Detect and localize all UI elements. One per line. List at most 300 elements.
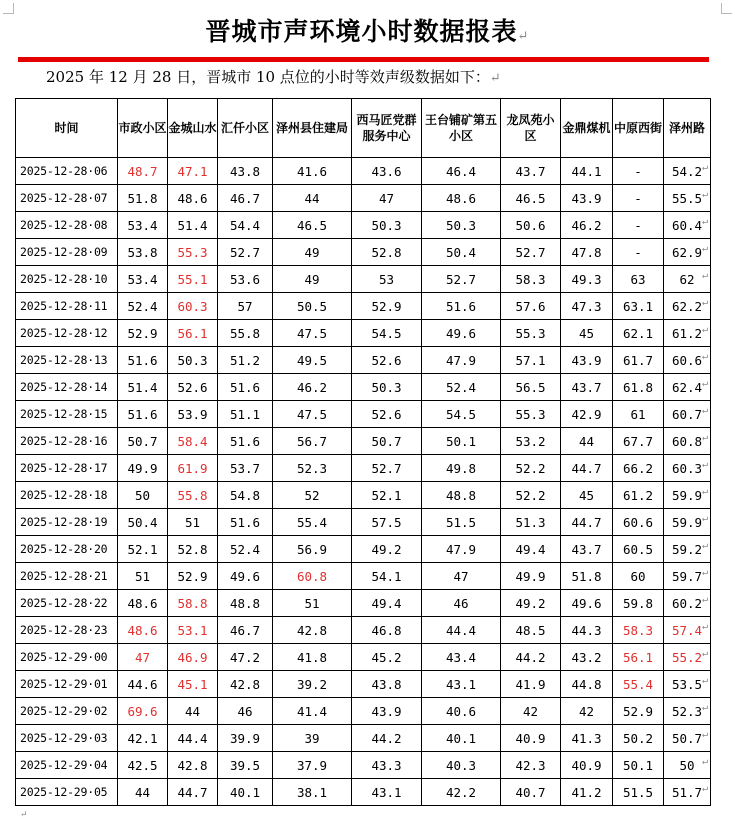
value-text: 50.7 (127, 433, 158, 449)
time-cell: 2025-12-28·11 (16, 293, 118, 320)
value-cell (501, 374, 561, 401)
table-row (16, 320, 711, 347)
value-cell (613, 698, 664, 725)
value-text: 54.4 (229, 217, 261, 233)
value-cell (118, 401, 168, 428)
value-cell (168, 698, 218, 725)
value-text: 52.9 (127, 325, 158, 341)
value-cell (118, 293, 168, 320)
row-end-mark-icon: ↵ (701, 270, 708, 281)
time-cell: 2025-12-28·22 (16, 590, 118, 617)
value-text: 55.3 (515, 325, 546, 341)
row-end-mark-icon: ↵ (701, 432, 708, 443)
row-end-mark-icon: ↵ (701, 297, 708, 308)
value-text: 57.5 (371, 514, 402, 530)
value-text: 44.4 (445, 622, 477, 638)
value-text: 42.9 (571, 406, 602, 422)
value-cell (218, 401, 273, 428)
value-cell (352, 347, 422, 374)
value-text: 51.2 (229, 352, 261, 368)
value-text: 38.1 (296, 784, 328, 800)
value-text: 46.9 (177, 649, 208, 665)
value-cell (561, 698, 613, 725)
value-text: 49.3 (571, 271, 602, 287)
value-cell (664, 455, 711, 482)
time-cell: 2025-12-28·13 (16, 347, 118, 374)
value-text: 66.2 (622, 460, 654, 476)
paragraph-mark-icon: ↵ (517, 29, 530, 44)
value-cell (118, 698, 168, 725)
value-cell (664, 509, 711, 536)
table-row (16, 347, 711, 374)
time-cell: 2025-12-28·15 (16, 401, 118, 428)
value-cell (501, 779, 561, 806)
value-text: 58.3 (622, 622, 654, 638)
table-row (16, 428, 711, 455)
value-text: 43.6 (371, 163, 402, 179)
table-row (16, 752, 711, 779)
value-cell (218, 590, 273, 617)
value-text: 46.2 (296, 379, 328, 395)
value-text: 53.4 (127, 217, 158, 233)
value-cell (118, 536, 168, 563)
value-text: 60.8 (671, 433, 703, 449)
value-text: 60.8 (296, 568, 328, 584)
value-cell (168, 428, 218, 455)
value-text: 40.9 (515, 730, 546, 746)
value-cell (352, 590, 422, 617)
table-row (16, 212, 711, 239)
value-cell (273, 212, 352, 239)
value-text: 50 (679, 757, 695, 773)
value-text: 41.4 (296, 703, 328, 719)
value-text: 57.4 (671, 622, 703, 638)
table-row (16, 374, 711, 401)
value-text: 49.4 (371, 595, 402, 611)
value-text: 50.1 (622, 757, 654, 773)
value-text: 49.6 (445, 325, 477, 341)
value-text: 44.7 (177, 784, 208, 800)
value-cell (118, 239, 168, 266)
value-cell (218, 266, 273, 293)
value-text: 40.9 (571, 757, 602, 773)
value-cell (561, 158, 613, 185)
value-text: 46.5 (296, 217, 328, 233)
value-text: 63.1 (622, 298, 654, 314)
value-text: 60.6 (622, 514, 654, 530)
value-cell (422, 212, 501, 239)
value-cell (561, 266, 613, 293)
value-text: 51.6 (229, 514, 261, 530)
value-cell (352, 212, 422, 239)
value-cell (664, 239, 711, 266)
value-cell (118, 671, 168, 698)
value-text: 43.1 (445, 676, 477, 692)
value-cell (664, 617, 711, 644)
time-cell: 2025-12-28·20 (16, 536, 118, 563)
value-text: 51 (134, 568, 151, 584)
value-cell (613, 563, 664, 590)
table-row (16, 563, 711, 590)
table-row (16, 266, 711, 293)
value-cell (613, 374, 664, 401)
value-text: 50.3 (371, 379, 402, 395)
row-end-mark-icon: ↵ (701, 621, 708, 632)
value-cell (352, 536, 422, 563)
row-end-mark-icon: ↵ (701, 459, 708, 470)
value-text: 44 (134, 784, 151, 800)
value-cell (168, 347, 218, 374)
value-cell (501, 536, 561, 563)
value-cell (422, 617, 501, 644)
time-cell: 2025-12-29·05 (16, 779, 118, 806)
value-text: 44 (304, 190, 320, 206)
header-site: 金鼎煤机 (561, 99, 613, 158)
value-text: 45.2 (371, 649, 402, 665)
value-cell (218, 752, 273, 779)
value-cell (273, 455, 352, 482)
value-text: 51.5 (622, 784, 654, 800)
value-cell (613, 644, 664, 671)
value-text: 57.6 (515, 298, 546, 314)
value-text: 62.4 (671, 379, 703, 395)
value-cell (501, 428, 561, 455)
value-text: 47.3 (571, 298, 602, 314)
header-site: 龙凤苑小区 (501, 99, 561, 158)
value-cell (273, 239, 352, 266)
value-text: 42.8 (177, 757, 208, 773)
value-cell (168, 671, 218, 698)
value-text: 60 (630, 568, 646, 584)
value-cell (168, 644, 218, 671)
value-text: 51.6 (127, 352, 158, 368)
value-cell (168, 779, 218, 806)
table-row (16, 671, 711, 698)
value-text: 52.4 (445, 379, 477, 395)
value-cell (422, 752, 501, 779)
value-cell (352, 293, 422, 320)
value-cell (273, 671, 352, 698)
value-text: 48.8 (229, 595, 261, 611)
value-text: 51.6 (229, 433, 261, 449)
value-cell (273, 752, 352, 779)
value-cell (501, 563, 561, 590)
time-cell: 2025-12-28·17 (16, 455, 118, 482)
value-text: 52.7 (229, 244, 261, 260)
value-cell (273, 266, 352, 293)
value-text: 50.3 (445, 217, 477, 233)
value-cell (218, 536, 273, 563)
value-text: 47.8 (571, 244, 602, 260)
value-text: 37.9 (296, 757, 328, 773)
value-cell (352, 725, 422, 752)
value-cell (561, 509, 613, 536)
value-cell (422, 671, 501, 698)
value-text: 43.7 (515, 163, 546, 179)
value-cell (561, 185, 613, 212)
value-cell (664, 725, 711, 752)
value-cell (352, 779, 422, 806)
header-site: 泽州县住建局 (273, 99, 352, 158)
row-end-mark-icon: ↵ (701, 486, 708, 497)
value-text: 61.7 (622, 352, 654, 368)
value-text: 42.8 (229, 676, 261, 692)
value-text: 60.7 (671, 406, 703, 422)
value-cell (118, 266, 168, 293)
value-cell (422, 455, 501, 482)
value-cell (118, 374, 168, 401)
value-text: 61 (630, 406, 646, 422)
value-cell (168, 725, 218, 752)
value-cell (422, 779, 501, 806)
value-cell (664, 374, 711, 401)
value-cell (218, 347, 273, 374)
value-text: 57 (237, 298, 253, 314)
value-cell (501, 617, 561, 644)
value-text: 53.9 (177, 406, 208, 422)
value-cell (561, 347, 613, 374)
value-cell (273, 401, 352, 428)
value-cell (273, 536, 352, 563)
value-cell (352, 428, 422, 455)
value-text: 45 (578, 487, 595, 503)
value-cell (664, 779, 711, 806)
value-cell (664, 347, 711, 374)
value-cell (613, 671, 664, 698)
value-text: 40.1 (229, 784, 261, 800)
value-cell (352, 455, 422, 482)
value-cell (613, 617, 664, 644)
table-row (16, 293, 711, 320)
value-text: 52.8 (371, 244, 402, 260)
value-cell (501, 482, 561, 509)
value-cell (422, 266, 501, 293)
time-cell: 2025-12-28·06 (16, 158, 118, 185)
value-cell (561, 752, 613, 779)
value-cell (501, 158, 561, 185)
value-cell (561, 536, 613, 563)
value-cell (352, 266, 422, 293)
value-cell (501, 644, 561, 671)
title-divider (18, 57, 709, 62)
value-cell (118, 509, 168, 536)
value-text: 41.8 (296, 649, 328, 665)
value-text: 60.6 (671, 352, 703, 368)
time-cell: 2025-12-29·01 (16, 671, 118, 698)
value-cell (664, 293, 711, 320)
value-text: 59.7 (671, 568, 703, 584)
value-text: 55.5 (671, 190, 703, 206)
value-text: 43.3 (371, 757, 402, 773)
value-cell (561, 563, 613, 590)
value-text: 44.7 (571, 514, 602, 530)
value-cell (613, 536, 664, 563)
value-text: 50.5 (296, 298, 328, 314)
value-text: 47.2 (229, 649, 261, 665)
value-cell (352, 752, 422, 779)
report-title: 晋城市声环境小时数据报表↵ (205, 17, 530, 46)
value-cell (218, 698, 273, 725)
value-cell (501, 293, 561, 320)
value-cell (273, 617, 352, 644)
value-cell (664, 212, 711, 239)
value-cell (561, 293, 613, 320)
value-text: 48.7 (127, 163, 158, 179)
value-text: 49.4 (515, 541, 546, 557)
value-cell (561, 428, 613, 455)
value-text: 51.4 (127, 379, 158, 395)
value-text: 47.1 (177, 163, 208, 179)
value-text: 43.4 (445, 649, 477, 665)
value-cell (501, 698, 561, 725)
value-cell (561, 239, 613, 266)
value-cell (118, 482, 168, 509)
value-cell (613, 725, 664, 752)
value-text: 42 (578, 703, 595, 719)
value-cell (664, 590, 711, 617)
row-end-mark-icon: ↵ (701, 729, 708, 740)
value-text: 60.5 (622, 541, 654, 557)
value-text: 47 (453, 568, 469, 584)
value-text: 44.3 (571, 622, 602, 638)
value-text: 43.9 (571, 352, 602, 368)
header-site: 金城山水 (168, 99, 218, 158)
value-cell (613, 779, 664, 806)
value-text: 50.7 (371, 433, 402, 449)
value-text: 54.1 (371, 568, 402, 584)
value-cell (168, 752, 218, 779)
value-text: - (634, 217, 642, 233)
time-cell: 2025-12-29·03 (16, 725, 118, 752)
value-text: 58.4 (177, 433, 208, 449)
value-text: 44.2 (371, 730, 402, 746)
value-text: 48.5 (515, 622, 546, 638)
value-cell (561, 617, 613, 644)
value-text: 40.3 (445, 757, 477, 773)
time-cell: 2025-12-28·09 (16, 239, 118, 266)
value-cell (118, 455, 168, 482)
value-cell (501, 401, 561, 428)
value-cell (352, 644, 422, 671)
value-text: 50.3 (177, 352, 208, 368)
value-text: 42.8 (296, 622, 328, 638)
value-cell (422, 482, 501, 509)
value-text: 67.7 (622, 433, 654, 449)
value-text: 51.6 (445, 298, 477, 314)
value-cell (218, 320, 273, 347)
value-cell (352, 185, 422, 212)
value-cell (218, 509, 273, 536)
value-cell (664, 320, 711, 347)
value-cell (218, 455, 273, 482)
time-cell: 2025-12-28·21 (16, 563, 118, 590)
value-cell (664, 428, 711, 455)
value-cell (613, 266, 664, 293)
noise-data-table (15, 98, 711, 806)
row-end-mark-icon: ↵ (701, 675, 708, 686)
value-text: 43.1 (371, 784, 402, 800)
value-cell (218, 644, 273, 671)
value-text: 43.7 (571, 541, 602, 557)
value-cell (168, 185, 218, 212)
value-cell (422, 563, 501, 590)
time-cell: 2025-12-29·02 (16, 698, 118, 725)
time-cell: 2025-12-28·12 (16, 320, 118, 347)
intro-paragraph: 2025 年 12 月 28 日，晋城市 10 点位的小时等效声级数据如下：↵ (46, 68, 501, 86)
value-text: - (634, 244, 642, 260)
value-text: 41.6 (296, 163, 328, 179)
value-text: 52.7 (445, 271, 477, 287)
value-cell (273, 644, 352, 671)
value-cell (118, 590, 168, 617)
value-cell (501, 455, 561, 482)
value-text: 46.5 (515, 190, 546, 206)
value-text: 50.1 (445, 433, 477, 449)
value-cell (664, 563, 711, 590)
value-cell (168, 293, 218, 320)
value-cell (501, 185, 561, 212)
value-cell (168, 374, 218, 401)
value-cell (501, 509, 561, 536)
table-row (16, 158, 711, 185)
value-cell (501, 320, 561, 347)
value-cell (561, 320, 613, 347)
header-site: 泽州路 (664, 99, 711, 158)
value-text: 61.8 (622, 379, 654, 395)
value-text: 48.6 (127, 595, 158, 611)
table-row (16, 590, 711, 617)
value-text: 45.1 (177, 676, 208, 692)
value-cell (422, 374, 501, 401)
value-text: 42.3 (515, 757, 546, 773)
value-text: 51.8 (127, 190, 158, 206)
value-text: 58.8 (177, 595, 208, 611)
table-row (16, 482, 711, 509)
value-cell (273, 428, 352, 455)
value-text: 43.2 (571, 649, 602, 665)
value-cell (273, 158, 352, 185)
value-cell (613, 455, 664, 482)
value-cell (561, 725, 613, 752)
value-text: 51.8 (571, 568, 602, 584)
value-text: 48.6 (127, 622, 158, 638)
value-text: 48.8 (445, 487, 477, 503)
value-cell (561, 212, 613, 239)
row-end-mark-icon: ↵ (701, 351, 708, 362)
value-cell (118, 644, 168, 671)
value-text: 52.1 (371, 487, 402, 503)
value-cell (168, 455, 218, 482)
value-text: 52 (304, 487, 320, 503)
value-cell (352, 239, 422, 266)
value-cell (352, 374, 422, 401)
value-cell (168, 617, 218, 644)
value-text: 50.4 (445, 244, 477, 260)
value-cell (218, 779, 273, 806)
value-text: 52.9 (622, 703, 654, 719)
value-text: 55.3 (515, 406, 546, 422)
header-site: 王台铺矿第五小区 (422, 99, 501, 158)
value-cell (168, 563, 218, 590)
time-cell: 2025-12-28·07 (16, 185, 118, 212)
row-end-mark-icon: ↵ (701, 702, 708, 713)
value-text: 42 (522, 703, 539, 719)
value-cell (273, 320, 352, 347)
value-text: 62.2 (671, 298, 703, 314)
value-text: 44.4 (177, 730, 208, 746)
value-cell (273, 698, 352, 725)
value-text: 42.2 (445, 784, 477, 800)
